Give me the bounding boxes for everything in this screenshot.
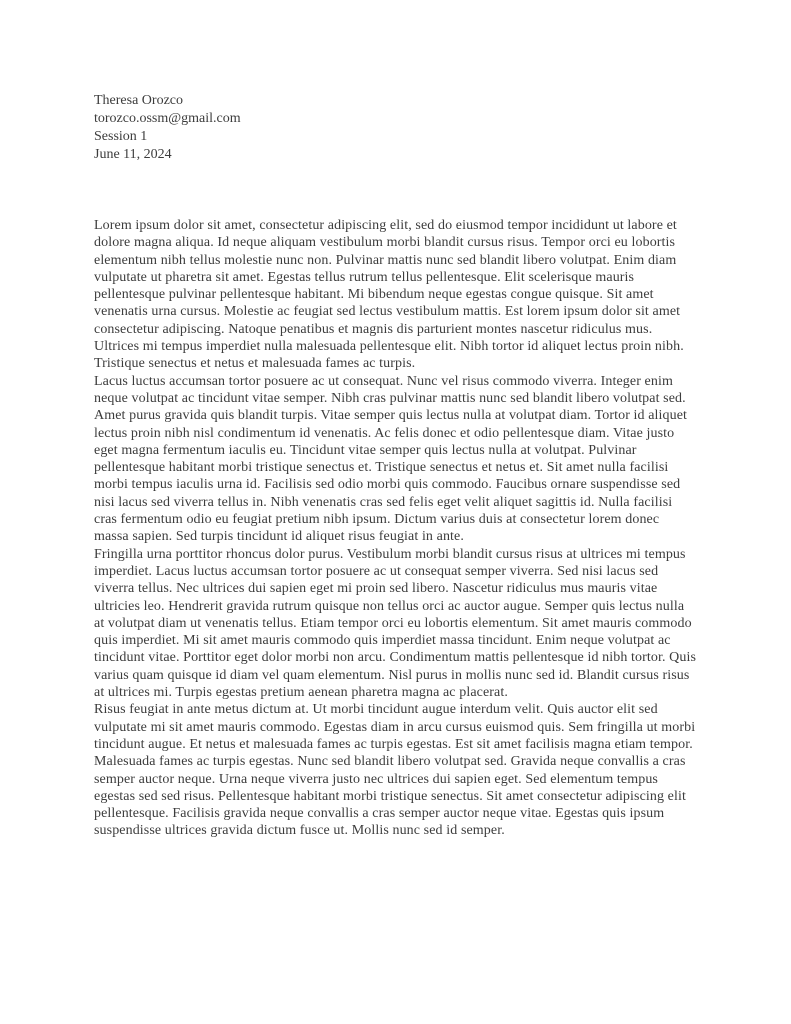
- paragraph-1: Lorem ipsum dolor sit amet, consectetur adipiscing elit, sed do eiusmod tempor incididunt ut labore et dolore magna aliqua. Id neque aliquam vestibulum morbi blandit cursus risus. Tempor orci eu lobortis elementum nibh tellus molestie nunc non. Pulvinar mattis nunc sed blandit libero volutpat. Enim diam vulputate ut pharetra sit amet. Egestas tellus rutrum tellus pellentesque. Elit scelerisque mauris pellentesque pulvinar pellentesque habitant. Mi bibendum neque egestas congue quisque. Sit amet venenatis urna cursus. Molestie ac feugiat sed lectus vestibulum mattis. Est lorem ipsum dolor sit amet consectetur adipiscing. Natoque penatibus et magnis dis parturient montes nascetur ridiculus mus. Ultrices mi tempus imperdiet nulla malesuada pellentesque elit. Nibh tortor id aliquet lectus proin nibh. Tristique senectus et netus et malesuada fames ac turpis.: [94, 218, 684, 372]
- document-body: [94, 217, 697, 840]
- paragraph-4: Risus feugiat in ante metus dictum at. Ut morbi tincidunt augue interdum velit. Quis auctor elit sed vulputate mi sit amet mauris commodo. Egestas diam in arcu cursus euismod quis. Sem fringilla ut morbi tincidunt augue. Et netus et malesuada fames ac turpis egestas. Est sit amet facilisis magna etiam tempor. Malesuada fames ac turpis egestas. Nunc sed blandit libero volutpat sed. Gravida neque convallis a cras semper auctor neque. Urna neque viverra justo nec ultrices dui sapien eget. Sed elementum tempus egestas sed sed risus. Pellentesque habitant morbi tristique senectus. Sit amet consectetur adipiscing elit pellentesque. Facilisis gravida neque convallis a cras semper auctor neque vitae. Egestas quis ipsum suspendisse ultrices gravida dictum fusce ut. Mollis nunc sed id semper.: [94, 702, 696, 839]
- author-name: Theresa Orozco: [94, 93, 184, 108]
- session-line: Session 1: [94, 129, 148, 144]
- date-line: June 11, 2024: [94, 147, 172, 162]
- document-header: [94, 92, 697, 164]
- author-email: torozco.ossm@gmail.com: [94, 111, 241, 126]
- paragraph-3: Fringilla urna porttitor rhoncus dolor purus. Vestibulum morbi blandit cursus risus at ultrices mi tempus imperdiet. Lacus luctus accumsan tortor posuere ac ut consequat semper viverra. Sed nisi lacus sed viverra tellus. Nec ultrices dui sapien eget mi proin sed libero. Nascetur ridiculus mus mauris vitae ultricies leo. Hendrerit gravida rutrum quisque non tellus orci ac auctor augue. Semper quis lectus nulla at volutpat diam ut venenatis tellus. Etiam tempor orci eu lobortis elementum. Sit amet mauris commodo quis imperdiet. Mi sit amet mauris commodo quis imperdiet massa tincidunt. Enim neque volutpat ac tincidunt vitae. Porttitor eget dolor morbi non arcu. Condimentum mattis pellentesque id nibh tortor. Quis varius quam quisque id diam vel quam elementum. Nisl purus in mollis nunc sed id. Blandit cursus risus at ultrices mi. Turpis egestas pretium aenean pharetra magna ac placerat.: [94, 546, 697, 701]
- paragraph-2: Lacus luctus accumsan tortor posuere ac ut consequat. Nunc vel risus commodo viverra. Integer enim neque volutpat ac tincidunt vitae semper. Nibh cras pulvinar mattis nunc sed blandit libero volutpat sed. Amet purus gravida quis blandit turpis. Vitae semper quis lectus nulla at volutpat diam. Tortor id aliquet lectus proin nibh nisl condimentum id venenatis. Ac felis donec et odio pellentesque diam. Vitae justo eget magna fermentum iaculis eu. Tincidunt vitae semper quis lectus nulla at volutpat. Pulvinar pellentesque habitant morbi tristique senectus et. Tristique senectus et netus et. Sit amet nulla facilisi morbi tempus iaculis urna id. Facilisis sed odio morbi quis commodo. Faucibus ornare suspendisse sed nisi lacus sed viverra tellus in. Nibh venenatis cras sed felis eget velit aliquet sagittis id. Nulla facilisi cras fermentum odio eu feugiat pretium nibh ipsum. Dictum varius duis at consectetur lorem donec massa sapien. Sed turpis tincidunt id aliquet risus feugiat in ante.: [94, 373, 688, 545]
